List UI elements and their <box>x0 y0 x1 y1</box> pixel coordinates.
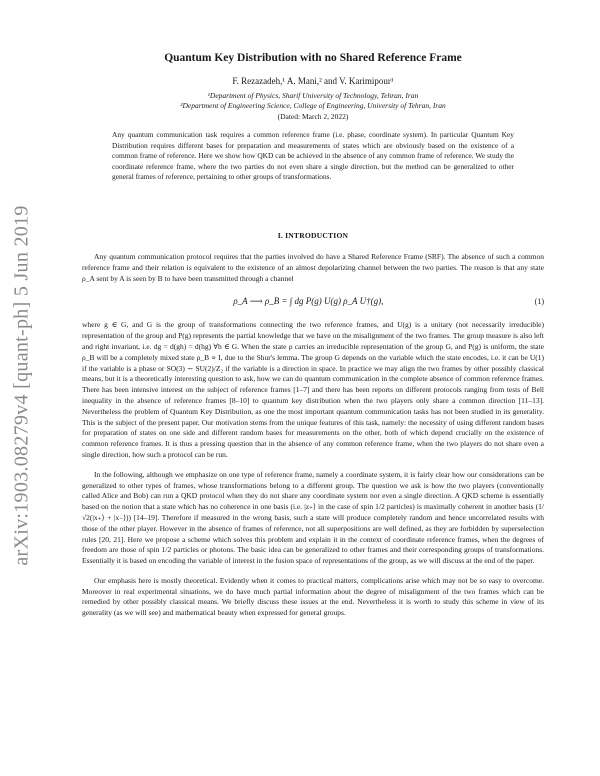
author-list: F. Rezazadeh,¹ A. Mani,² and V. Karimipour¹ <box>232 76 394 86</box>
date-line: (Dated: March 2, 2022) <box>277 112 349 121</box>
affiliation-2: ²Department of Engineering Science, College of Engineering, University of Tehran, Iran <box>180 101 446 110</box>
equation-number: (1) <box>534 296 544 306</box>
section-heading: I. INTRODUCTION <box>277 230 349 240</box>
affiliation-1: ¹Department of Physics, Sharif University of Technology, Tehran, Iran <box>207 91 419 100</box>
paper-page <box>82 52 544 619</box>
abstract: Any quantum communication task requires a common reference frame (i.e. phase, coordinate system). In particular Quantum Key Distribution requires different bases for preparation and measurements of states which are obviously based on the existence of a common frame of reference. Here we show how QKD can be achieved in the absence of any common frame of reference. We study the coordinate reference frame, where the two parties do not even share a single direction, but the method can be generalized to other general frames of reference, pertaining to other groups of transformations. <box>112 130 514 182</box>
equation-1 <box>82 288 544 314</box>
paragraph-4: Our emphasis here is mostly theoretical. Evidently when it comes to practical matters, complications arise which may not be so easy to overcome. Moreover in real experimental situations, we do have much partial information about the degree of misalignment of the two frames which can be remedied by other possibly classical means. We briefly discuss these issues at the end. Nevertheless it is worth to study this scheme in view of its generality (as we will see) and mathematical beauty when expressed for general groups. <box>82 575 544 618</box>
paragraph-1: Any quantum communication protocol requires that the parties involved do have a Shared Reference Frame (SRF). The absence of such a common reference frame and their relation is equivalent to the existence of an almost depolarizing channel between the two parties. The reason is that any state ρ_A sent by A is seen by B to have been transmitted through a channel <box>82 251 544 283</box>
paragraph-2: where g ∈ G, and G is the group of transformations connecting the two reference frames, and U(g) is a unitary (not necessarily irreducible) representation of the group and P(g) represents the partial knowledge that we have on the misalignment of the two frames. The group measure is also left and right invariant, i.e. dg = d(gh) = d(hg) ∀h ∈ G. When the state ρ carries an irreducible representation of the group G, and P(g) is uniform, the state ρ_B will be a completely mixed state ρ_B ∝ I, due to the Shur's lemma. The group G depends on the variable which the state encodes, i.e. it can be U(1) if the variable is a phase or SO(3) ∼ SU(2)/Z₂ if the variable is a direction in space. In practice we may align the two frames by other possibly classical means, but it is a theoretically interesting question to ask, how we can do quantum communication in the complete absence of common reference frames. There has been intensive interest on the subject of reference frames [1–7] and there has been reports on different protocols ranging from tests of Bell inequality in the absence of reference frames [8–10] to quantum key distribution when the two players only share a common direction [11–13]. Nevertheless the problem of Quantum Key Distribution, as one the most important quantum communication tasks has not been studied in its generality. This is the subject of the present paper. Our motivation stems from the unique features of this task, namely: the necessity of using different random bases for preparation of states on one side and different random bases for measurements on the other, both of which depend crucially on the existence of common reference frames. It is thus a pressing question that in the absence of any common reference frame, when the two players do not share even a single direction, how such a protocol can be run. <box>82 320 544 459</box>
arxiv-stamp <box>2 150 42 620</box>
equation-expression: ρ_A ⟶ ρ_B = ∫ dg P(g) U(g) ρ_A U†(g), <box>233 295 384 306</box>
paper-title: Quantum Key Distribution with no Shared Reference Frame <box>164 52 462 64</box>
paragraph-3: In the following, although we emphasize on one type of reference frame, namely a coordinate system, it is fairly clear how our considerations can be generalized to other types of frames, whose transformations belong to a different group. The question we ask is how the two players (conventionally called Alice and Bob) can run a QKD protocol when they do not share any coordinate system nor even a single direction. A QKD scheme is essentially based on the notion that a state which has no coherence in one basis (i.e. |z₊⟩ in the case of spin 1/2 particles) is maximally coherent in another basis (1/√2(|x₊⟩ + |x₋⟩)) [14–19]. Therefore if measured in the wrong basis, such a state will produce completely random and hence uncorrelated results with those of the other player. However in the absence of frames of reference, not all superpositions are well defined, as they are forbidden by superselection rules [20, 21]. Here we propose a scheme which solves this problem and explain it in the context of coordinate reference frames, when the degrees of freedom are those of spin 1/2 particles or photons. The basic idea can be generalized to other frames and their corresponding groups of transformations. Essentially it is based on encoding the variable of interest in the fusion space of representations of the group, as we will discuss at the end of the paper. <box>82 469 544 566</box>
arxiv-stamp-text: arXiv:1903.08279v4 [quant-ph] 5 Jun 2019 <box>10 204 33 566</box>
